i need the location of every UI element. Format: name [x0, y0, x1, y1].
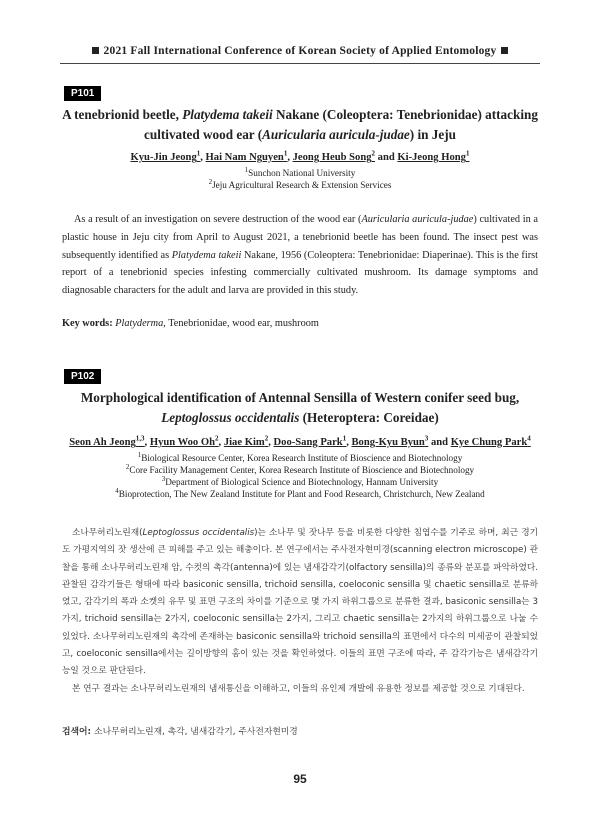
p102-korean-abstract	[62, 525, 538, 698]
affiliation-line: $^4$Bioprotection, The New Zealand Institute for Plant and Food Research, Christchurch, New Zealand	[115, 486, 485, 499]
running-header	[0, 45, 600, 57]
p101-authors: Kyu-Jin Jeong$^1$, Hai Nam Nguyen$^1$, Jeong Heub Song$^2$ and Ki-Jeong Hong$^1$	[130, 149, 470, 163]
korean-paragraph-2: 본 연구 결과는 소나무허리노린재의 냄새통신을 이해하고, 이들의 유인제 개발에 유용한 정보를 제공할 것으로 기대된다.	[72, 683, 525, 694]
author-name: Seon Ah Jeong$^{1,3}$	[69, 434, 145, 448]
author-name: Jeong Heub Song$^2$	[292, 149, 376, 163]
korean-paragraph-1: 소나무허리노린재(Leptoglossus occidentalis)는 소나무 및 잣나무 등을 비롯한 다양한 침엽수를 기주로 하며, 최근 경기도 가평지역의 잣 생산에 큰 피해를 주고 있는 해충이다. 본 연구에서는 주사전자현미경(scanning electron microscope) 관찰을 통해 소나무허리노린재 암, 수컷의 촉각(antenna)에 있는 냄새감각기(olfactory sensilla)의 종류와 분포를 파악하였다. 관찰된 감각기들은 형태에 따라 basiconic sensilla, trichoid sensilla, coeloconic sensilla 및 chaetic sensilla로 분류하였고, 감각기의 폭과 소켓의 유무 및 표면 구조의 차이를 기준으로 몇 가지 하위그룹으로 분류한 결과, basiconic sensilla는 3가지, trichoid sensilla는 2가지, coeloconic sensilla는 2가지, 그리고 chaetic sensilla는 2가지의 하위그룹으로 나눌 수 있었다. 소나무허리노린재의 촉각에 존재하는 basiconic sensilla와 trichoid sensilla의 표면에서 다수의 미세공이 관찰되었고, coeloconic sensilla에서는 길이방향의 홈이 있는 것을 확인하였다. 이들의 표면 구조에 따라, 주 감각기능은 냄새감각기능일 것으로 판단된다.	[62, 528, 538, 677]
author-name: Kye Chung Park$^4$	[450, 434, 531, 448]
square-bullet-icon	[92, 47, 99, 54]
page-number: 95	[293, 772, 307, 786]
author-name: Jiae Kim$^2$	[223, 434, 269, 448]
author-name: Kyu-Jin Jeong$^1$	[130, 149, 201, 163]
p102-authors: Seon Ah Jeong$^{1,3}$, Hyun Woo Oh$^2$, Jiae Kim$^2$, Doo-Sang Park$^1$, Bong-Kyu Byun$^3$ and Kye Chung Park$^4$	[69, 434, 531, 448]
abstract-tag-p101: P101	[64, 86, 101, 101]
p102-title: Morphological identification of Antennal Sensilla of Western conifer seed bug, Leptoglossus occidentalis (Heteroptera: Coreidae)	[80, 390, 520, 425]
author-name: Hai Nam Nguyen$^1$	[205, 149, 288, 163]
header-rule	[60, 63, 540, 64]
author-name: Bong-Kyu Byun$^3$	[351, 434, 429, 448]
p101-title: A tenebrionid beetle, Platydema takeii Nakane (Coleoptera: Tenebrionidae) attacking cultivated wood ear (Auricularia auricula-judae) in Jeju	[62, 107, 538, 142]
author-name: Doo-Sang Park$^1$	[273, 434, 347, 448]
p101-keywords: Key words: Platyderma, Tenebrionidae, wood ear, mushroom	[62, 318, 319, 329]
p101-affiliations	[62, 167, 538, 191]
abstract-tag-p102: P102	[64, 369, 101, 384]
affiliation-line: $^1$Sunchon National University	[244, 165, 356, 178]
author-name: Hyun Woo Oh$^2$	[149, 434, 219, 448]
affiliation-line: $^1$Biological Resource Center, Korea Research Institute of Bioscience and Biotechnology	[137, 450, 463, 463]
author-name: Ki-Jeong Hong$^1$	[397, 149, 470, 163]
p101-abstract	[62, 211, 538, 300]
abstract-paragraph: As a result of an investigation on severe destruction of the wood ear (Auricularia auricula-judae) cultivated in a plastic house in Jeju city from April to August 2021, a tenebrionid beetle has been found. The insect pest was subsequently identified as Platydema takeii Nakane, 1956 (Coleoptera: Tenebrionidae: Diaperinae). This is the first report of a tenebrionid species infesting commercially cultivated mushroom. Its damage symptoms and diagnosable characters for the adult and larva are provided in this study.	[62, 214, 538, 297]
affiliation-line: $^2$Jeju Agricultural Research & Extension Services	[208, 177, 392, 190]
square-bullet-icon	[501, 47, 508, 54]
header-text: 2021 Fall International Conference of Korean Society of Applied Entomology	[103, 45, 497, 57]
p102-affiliations	[62, 452, 538, 500]
affiliation-line: $^3$Department of Biological Science and Biotechnology, Hannam University	[161, 474, 439, 487]
p102-keywords: 검색어: 소나무허리노린재, 촉각, 냄새감각기, 주사전자현미경	[62, 727, 298, 737]
affiliation-line: $^2$Core Facility Management Center, Korea Research Institute of Bioscience and Biotechnology	[125, 462, 475, 475]
